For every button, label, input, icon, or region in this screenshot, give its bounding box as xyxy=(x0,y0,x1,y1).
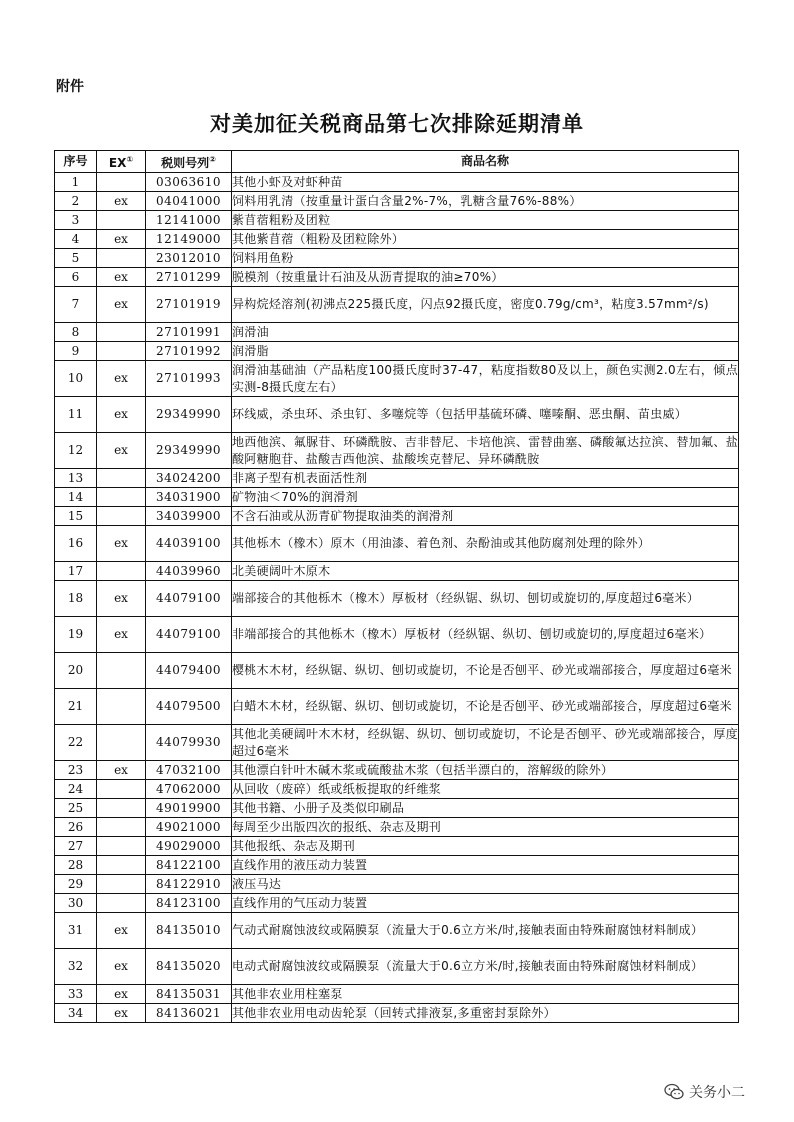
row-tariff-code: 44079400 xyxy=(146,653,232,689)
watermark xyxy=(664,1082,745,1102)
row-product-name: 从回收（废碎）纸或纸板提取的纤维浆 xyxy=(232,780,739,799)
table-row xyxy=(55,856,739,875)
row-number: 3 xyxy=(55,211,97,230)
table-header-row xyxy=(55,151,739,173)
row-number: 27 xyxy=(55,837,97,856)
row-tariff-code: 34039900 xyxy=(146,507,232,526)
row-tariff-code: 12149000 xyxy=(146,230,232,249)
row-product-name: 直线作用的液压动力装置 xyxy=(232,856,739,875)
table-row xyxy=(55,323,739,342)
row-number: 7 xyxy=(55,287,97,323)
attachment-label: 附件 xyxy=(56,79,84,95)
table-row xyxy=(55,342,739,361)
row-product-name: 其他非农业用电动齿轮泵（回转式排液泵,多重密封泵除外） xyxy=(232,1004,739,1023)
row-ex-flag: ex xyxy=(97,230,146,249)
row-ex-flag: ex xyxy=(97,397,146,433)
row-ex-flag: ex xyxy=(97,526,146,562)
table-row xyxy=(55,913,739,949)
table-row xyxy=(55,526,739,562)
row-number: 33 xyxy=(55,985,97,1004)
row-tariff-code: 84122100 xyxy=(146,856,232,875)
table-row xyxy=(55,725,739,761)
row-number: 19 xyxy=(55,617,97,653)
row-ex-flag xyxy=(97,894,146,913)
table-row xyxy=(55,761,739,780)
row-product-name: 气动式耐腐蚀波纹或隔膜泵（流量大于0.6立方米/时,接触表面由特殊耐腐蚀材料制成） xyxy=(232,913,739,949)
row-ex-flag: ex xyxy=(97,617,146,653)
row-product-name: 其他书籍、小册子及类似印刷品 xyxy=(232,799,739,818)
row-number: 4 xyxy=(55,230,97,249)
row-number: 26 xyxy=(55,818,97,837)
row-product-name: 其他北美硬阔叶木木材，经纵锯、纵切、刨切或旋切，不论是否刨平、砂光或端部接合，厚度超过6毫米 xyxy=(232,725,739,761)
row-product-name: 直线作用的气压动力装置 xyxy=(232,894,739,913)
ex-note-marker: ① xyxy=(126,155,134,164)
row-ex-flag xyxy=(97,211,146,230)
row-tariff-code: 49021000 xyxy=(146,818,232,837)
row-tariff-code: 04041000 xyxy=(146,192,232,211)
row-number: 2 xyxy=(55,192,97,211)
wechat-icon xyxy=(664,1083,684,1101)
row-product-name: 白蜡木木材，经纵锯、纵切、刨切或旋切，不论是否刨平、砂光或端部接合，厚度超过6毫米 xyxy=(232,689,739,725)
row-product-name: 其他栎木（橡木）原木（用油漆、着色剂、杂酚油或其他防腐剂处理的除外） xyxy=(232,526,739,562)
row-number: 10 xyxy=(55,361,97,397)
row-product-name: 其他紫苜蓿（粗粉及团粒除外） xyxy=(232,230,739,249)
row-tariff-code: 27101992 xyxy=(146,342,232,361)
row-product-name: 脱模剂（按重量计石油及从沥青提取的油≥70%） xyxy=(232,268,739,287)
row-number: 32 xyxy=(55,949,97,985)
row-number: 13 xyxy=(55,469,97,488)
row-number: 11 xyxy=(55,397,97,433)
row-ex-flag xyxy=(97,488,146,507)
exclusion-table xyxy=(54,150,739,1023)
header-no: 序号 xyxy=(55,151,97,173)
row-product-name: 润滑油基础油（产品粘度100摄氏度时37-47，粘度指数80及以上，颜色实测2.0左右，倾点实测-8摄氏度左右） xyxy=(232,361,739,397)
row-product-name: 紫苜蓿粗粉及团粒 xyxy=(232,211,739,230)
row-ex-flag xyxy=(97,799,146,818)
table-row xyxy=(55,361,739,397)
row-tariff-code: 44039960 xyxy=(146,562,232,581)
row-tariff-code: 84135020 xyxy=(146,949,232,985)
row-ex-flag: ex xyxy=(97,268,146,287)
row-tariff-code: 49029000 xyxy=(146,837,232,856)
row-ex-flag xyxy=(97,342,146,361)
row-ex-flag xyxy=(97,507,146,526)
row-number: 23 xyxy=(55,761,97,780)
table-row xyxy=(55,488,739,507)
table-row xyxy=(55,562,739,581)
row-tariff-code: 34024200 xyxy=(146,469,232,488)
row-ex-flag xyxy=(97,323,146,342)
row-ex-flag xyxy=(97,562,146,581)
row-product-name: 润滑脂 xyxy=(232,342,739,361)
document-title: 对美加征关税商品第七次排除延期清单 xyxy=(210,112,584,136)
row-product-name: 樱桃木木材，经纵锯、纵切、刨切或旋切，不论是否刨平、砂光或端部接合，厚度超过6毫米 xyxy=(232,653,739,689)
table-row xyxy=(55,799,739,818)
row-ex-flag: ex xyxy=(97,433,146,469)
row-ex-flag xyxy=(97,689,146,725)
row-number: 14 xyxy=(55,488,97,507)
row-ex-flag: ex xyxy=(97,361,146,397)
row-tariff-code: 27101919 xyxy=(146,287,232,323)
table-row xyxy=(55,507,739,526)
table-row xyxy=(55,949,739,985)
row-number: 16 xyxy=(55,526,97,562)
table-row xyxy=(55,173,739,192)
row-tariff-code: 44079100 xyxy=(146,581,232,617)
watermark-text: 关务小二 xyxy=(689,1085,745,1101)
row-product-name: 其他报纸、杂志及期刊 xyxy=(232,837,739,856)
row-ex-flag xyxy=(97,249,146,268)
row-ex-flag xyxy=(97,173,146,192)
table-row xyxy=(55,1004,739,1023)
row-tariff-code: 27101993 xyxy=(146,361,232,397)
row-number: 1 xyxy=(55,173,97,192)
row-product-name: 环线威，杀虫环、杀虫钉、多噻烷等（包括甲基硫环磷、噻嗪酮、恶虫酮、苗虫威） xyxy=(232,397,739,433)
row-number: 5 xyxy=(55,249,97,268)
header-code: 税则号列② xyxy=(146,151,232,173)
row-tariff-code: 03063610 xyxy=(146,173,232,192)
row-tariff-code: 29349990 xyxy=(146,433,232,469)
table-row xyxy=(55,192,739,211)
table-row xyxy=(55,653,739,689)
row-number: 9 xyxy=(55,342,97,361)
row-tariff-code: 84122910 xyxy=(146,875,232,894)
row-number: 12 xyxy=(55,433,97,469)
row-ex-flag xyxy=(97,818,146,837)
row-product-name: 非端部接合的其他栎木（橡木）厚板材（经纵锯、纵切、刨切或旋切的,厚度超过6毫米） xyxy=(232,617,739,653)
row-product-name: 每周至少出版四次的报纸、杂志及期刊 xyxy=(232,818,739,837)
row-tariff-code: 12141000 xyxy=(146,211,232,230)
row-number: 31 xyxy=(55,913,97,949)
code-note-marker: ② xyxy=(209,155,216,164)
header-ex: EX① xyxy=(97,151,146,173)
row-product-name: 地西他滨、氟脲苷、环磷酰胺、吉非替尼、卡培他滨、雷替曲塞、磷酸氟达拉滨、替加氟、盐酸阿糖胞苷、盐酸吉西他滨、盐酸埃克替尼、异环磷酰胺 xyxy=(232,433,739,469)
table-row xyxy=(55,837,739,856)
table-row xyxy=(55,985,739,1004)
row-ex-flag: ex xyxy=(97,985,146,1004)
table-row xyxy=(55,894,739,913)
row-product-name: 不含石油或从沥青矿物提取油类的润滑剂 xyxy=(232,507,739,526)
row-product-name: 异构烷烃溶剂(初沸点225摄氏度，闪点92摄氏度，密度0.79g/cm³，粘度3.57mm²/s) xyxy=(232,287,739,323)
row-tariff-code: 84135010 xyxy=(146,913,232,949)
row-product-name: 饲料用鱼粉 xyxy=(232,249,739,268)
row-tariff-code: 44079500 xyxy=(146,689,232,725)
row-ex-flag: ex xyxy=(97,581,146,617)
table-row xyxy=(55,581,739,617)
row-tariff-code: 47032100 xyxy=(146,761,232,780)
row-product-name: 润滑油 xyxy=(232,323,739,342)
table-row xyxy=(55,397,739,433)
row-tariff-code: 23012010 xyxy=(146,249,232,268)
table-row xyxy=(55,268,739,287)
row-number: 8 xyxy=(55,323,97,342)
row-product-name: 饲料用乳清（按重量计蛋白含量2%-7%，乳糖含量76%-88%） xyxy=(232,192,739,211)
table-row xyxy=(55,211,739,230)
row-tariff-code: 44079930 xyxy=(146,725,232,761)
row-product-name: 端部接合的其他栎木（橡木）厚板材（经纵锯、纵切、刨切或旋切的,厚度超过6毫米） xyxy=(232,581,739,617)
row-ex-flag: ex xyxy=(97,192,146,211)
row-tariff-code: 44079100 xyxy=(146,617,232,653)
row-tariff-code: 27101991 xyxy=(146,323,232,342)
row-tariff-code: 34031900 xyxy=(146,488,232,507)
row-tariff-code: 84136021 xyxy=(146,1004,232,1023)
row-number: 6 xyxy=(55,268,97,287)
table-row xyxy=(55,249,739,268)
row-ex-flag: ex xyxy=(97,949,146,985)
row-product-name: 非离子型有机表面活性剂 xyxy=(232,469,739,488)
row-ex-flag xyxy=(97,837,146,856)
row-number: 20 xyxy=(55,653,97,689)
row-number: 22 xyxy=(55,725,97,761)
table-row xyxy=(55,433,739,469)
row-tariff-code: 27101299 xyxy=(146,268,232,287)
table-row xyxy=(55,818,739,837)
table-row xyxy=(55,689,739,725)
row-ex-flag xyxy=(97,780,146,799)
row-tariff-code: 84135031 xyxy=(146,985,232,1004)
row-product-name: 其他非农业用柱塞泵 xyxy=(232,985,739,1004)
row-tariff-code: 44039100 xyxy=(146,526,232,562)
row-tariff-code: 47062000 xyxy=(146,780,232,799)
row-ex-flag: ex xyxy=(97,913,146,949)
row-number: 17 xyxy=(55,562,97,581)
row-number: 34 xyxy=(55,1004,97,1023)
row-ex-flag xyxy=(97,653,146,689)
row-number: 24 xyxy=(55,780,97,799)
table-row xyxy=(55,287,739,323)
row-number: 15 xyxy=(55,507,97,526)
row-ex-flag xyxy=(97,725,146,761)
row-product-name: 矿物油＜70%的润滑剂 xyxy=(232,488,739,507)
table-row xyxy=(55,780,739,799)
header-name: 商品名称 xyxy=(232,151,739,173)
row-product-name: 北美硬阔叶木原木 xyxy=(232,562,739,581)
row-ex-flag xyxy=(97,856,146,875)
row-tariff-code: 84123100 xyxy=(146,894,232,913)
row-product-name: 其他小虾及对虾种苗 xyxy=(232,173,739,192)
row-number: 29 xyxy=(55,875,97,894)
row-ex-flag: ex xyxy=(97,1004,146,1023)
row-number: 30 xyxy=(55,894,97,913)
row-ex-flag xyxy=(97,875,146,894)
row-tariff-code: 29349990 xyxy=(146,397,232,433)
row-number: 28 xyxy=(55,856,97,875)
table-row xyxy=(55,230,739,249)
table-row xyxy=(55,875,739,894)
row-number: 25 xyxy=(55,799,97,818)
row-number: 21 xyxy=(55,689,97,725)
row-ex-flag: ex xyxy=(97,761,146,780)
table-row xyxy=(55,469,739,488)
row-product-name: 电动式耐腐蚀波纹或隔膜泵（流量大于0.6立方米/时,接触表面由特殊耐腐蚀材料制成） xyxy=(232,949,739,985)
row-product-name: 其他漂白针叶木碱木浆或硫酸盐木浆（包括半漂白的，溶解级的除外） xyxy=(232,761,739,780)
row-product-name: 液压马达 xyxy=(232,875,739,894)
table-row xyxy=(55,617,739,653)
row-ex-flag xyxy=(97,469,146,488)
row-tariff-code: 49019900 xyxy=(146,799,232,818)
row-ex-flag: ex xyxy=(97,287,146,323)
row-number: 18 xyxy=(55,581,97,617)
